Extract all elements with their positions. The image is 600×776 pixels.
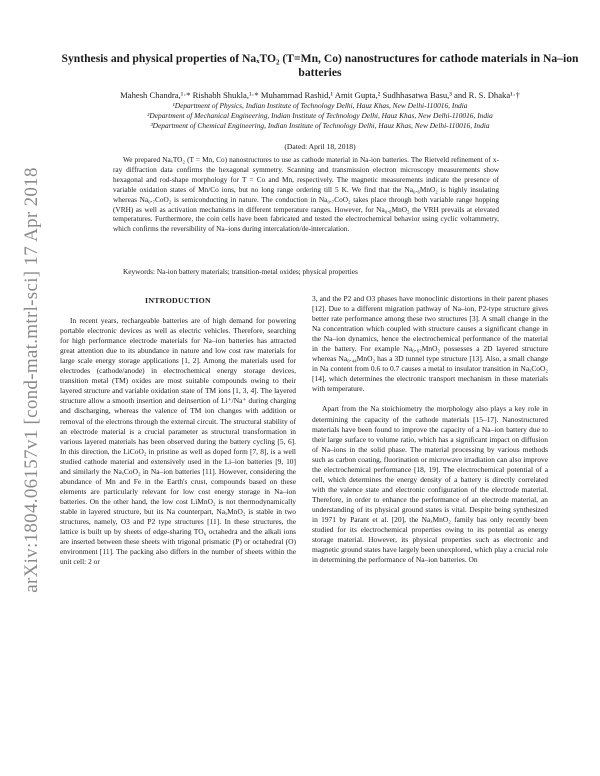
- section-heading-introduction: INTRODUCTION: [145, 296, 211, 305]
- keywords: Keywords: Na-ion battery materials; transition-metal oxides; physical properties: [123, 267, 358, 276]
- abstract: We prepared NaₓTO₂ (T = Mn, Co) nanostructures to use as cathode material in Na-ion batteries. The Rietveld refinement of x-ray diffraction data confirms the hexagonal symmetry. Scanning and transmission electron microscopy measurements show hexagonal and rod-shape morphology for T = Co and Mn, respectively. The magnetic measurements indicate the presence of variable oxidation states of Mn/Co ions, but no long range ordering till 5 K. We find that the Na₀.₆MnO₂ is highly insulating whereas Na₀.₇CoO₂ is semiconducting in nature. The conduction in Na₀.₇CoO₂ takes place through both variable range hopping (VRH) as well as activation mechanisms in different temperature ranges. However, for Na₀.₆MnO₂ the VRH prevails at elevated temperatures. Furthermore, the coin cells have been fabricated and tested the electrochemical behavior using cyclic voltammetry, which confirms the reversibility of Na–ions during intercalation/de-intercalation.: [113, 155, 499, 234]
- paper-title: Synthesis and physical properties of NaₓTO₂ (T=Mn, Co) nanostructures for cathode materials in Na–ion batteries: [61, 52, 579, 79]
- affiliation-3: ³Department of Chemical Engineering, Indian Institute of Technology Delhi, Hauz Khas, New Delhi-110016, India: [150, 121, 490, 130]
- left-column: [60, 296, 296, 577]
- arxiv-identifier: [12, 160, 52, 600]
- arxiv-id-text: arXiv:1804.06157v1 [cond-mat.mtrl-sci] 17 Apr 2018: [21, 167, 42, 593]
- affiliation-2: ²Department of Mechanical Engineering, Indian Institute of Technology Delhi, Hauz Khas, New Delhi-110016, India: [147, 111, 493, 120]
- paragraph: In recent years, rechargeable batteries are of high demand for powering portable electronic devices as well as electric vehicles. Therefore, searching for high performance electrode materials for Na–ion batteries has attracted great attention due to its abundance in nature and low cost raw materials for large scale energy storage applications [1, 2]. Among the materials used for electrodes (cathode/anode) in electrochemical energy storage devices, transition metal (TM) oxides are most suitable compounds owing to their layered structure and variable oxidation state of TM ions [1, 3, 4]. The layered structure allow a smooth insertion and deinsertion of Li⁺/Na⁺ during charging and discharging, whereas the valence of TM ion changes with addition or removal of the electrons through the external circuit. The structural stability of an electrode material is a crucial parameter as structural transformation in various layered materials has been observed during the battery cycling [5, 6]. In this direction, the LiCoO₂ in pristine as well as doped form [7, 8], is a well studied cathode material and extensively used in the Li–ion batteries [9, 10] and similarly the NaₓCoO₂ in Na–ion batteries [11]. However, considering the abundance of Mn and Fe in the Earth's crust, compounds based on these elements are particularly relevant for low cost energy storage in Na–ion batteries. On the other hand, the low cost LiMnO₂ is not thermodynamically stable in layered structure, but its Na counterpart, NaₓMnO₂ is stable in two structures, namely, O3 and P2 type structures [11]. In these structures, the lattice is built up by sheets of edge-sharing TO₆ octahedra and the alkali ions are inserted between these sheets with trigonal prismatic (P) or octahedral (O) environment [11]. The packing also differs in the number of sheets within the unit cell: 2 or: [60, 316, 296, 567]
- right-column: [312, 294, 548, 575]
- paragraph: 3, and the P2 and O3 phases have monoclinic distortions in their parent phases [12]. Due to a different migration pathway of Na–ion, P2-type structure gives better rate performance among these two structures [3]. A small change in the Na concentration which coupled with structure causes a significant change in the Na–ion dynamics, hence the electrochemical performance of the material in the battery. For example Na₀.₆₇MnO₂ possesses a 2D layered structure whereas Na₀.₄₄MnO₂ has a 3D tunnel type structure [13]. Also, a small change in Na content from 0.6 to 0.7 causes a metal to insulator transition in NaₓCoO₂ [14], which determines the electronic transport mechanism in these materials with temperature.: [312, 294, 548, 394]
- dated-line: (Dated: April 18, 2018): [284, 142, 356, 151]
- paragraph: Apart from the Na stoichiometry the morphology also plays a key role in determining the capacity of the cathode materials [15–17]. Nanostructured materials have been found to improve the capacity of a Na–ion battery due to their large surface to volume ratio, which has a significant impact on diffusion of Na–ions in the solid phase. The material processing by various methods such as carbon coating, fluorination or microwave irradiation can also improve the electrochemical performance [18, 19]. The electrochemical potential of a cell, which determines the energy density of a battery is directly correlated with the valence state and electronic configuration of the electrode material. Therefore, in order to enhance the performance of an electrode material, an understanding of its physical ground states is vital. Despite being synthesized in 1971 by Parant et al. [20], the NaₓMnO₂ family has only recently been studied for its electrochemical properties owing to its potential as energy storage material. However, its physical properties such as electronic and magnetic ground states have largely been unexplored, which play a crucial role in determining the performance of Na–ion batteries. On: [312, 404, 548, 565]
- affiliations: [60, 101, 580, 131]
- author-list: Mahesh Chandra,¹·* Rishabh Shukla,¹·* Muhammad Rashid,¹ Amit Gupta,² Sudhhasatwa Basu,³ and R. S. Dhaka¹·†: [120, 90, 520, 100]
- affiliation-1: ¹Department of Physics, Indian Institute of Technology Delhi, Hauz Khas, New Delhi-110016, India: [172, 101, 468, 110]
